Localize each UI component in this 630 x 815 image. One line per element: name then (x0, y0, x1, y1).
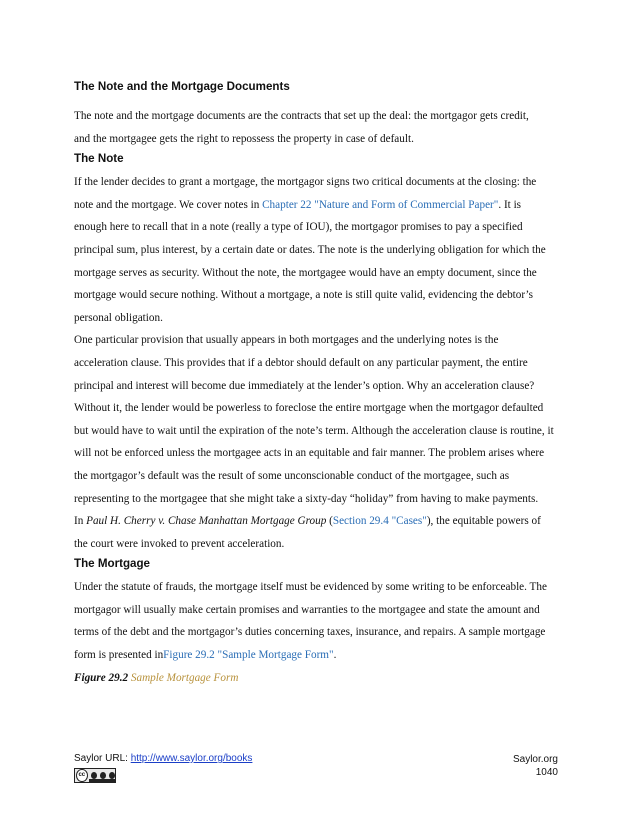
footer-url-label: Saylor URL: (74, 753, 131, 764)
footer-site-block (513, 753, 558, 779)
note-p3-in: In (74, 515, 87, 528)
nc-icon (100, 772, 106, 779)
cc-icon: cc (76, 769, 88, 782)
note-paragraph-1 (74, 171, 554, 329)
note-p1-text-b: . It is enough here to recall that in a note (really a type of IOU), the mortgagor promises to pay a specified principal sum, plus interest, by a certain date or dates. The note is the underlying obligation for which the mortgage serves as security. Without the note, the mortgagee would have an empty document, since the mortgage would secure nothing. Without a mortgage, a note is still quite valid, evidencing the debtor’s personal obligation. (74, 198, 546, 324)
note-p1-text-a: If the lender decides to grant a mortgage, the mortgagor signs two critical documents at the closing: the note and the mortgage. We cover notes in (74, 176, 537, 211)
figure-label: Figure 29.2 (74, 671, 129, 684)
footer-url (74, 753, 252, 764)
intro-line-1: The note and the mortgage documents are the contracts that set up the deal: the mortgagor gets credit, (74, 110, 529, 122)
saylor-books-link[interactable]: http://www.saylor.org/books (130, 753, 253, 764)
note-paragraph-3 (74, 510, 554, 555)
page-number: 1040 (535, 767, 558, 778)
sa-icon (109, 772, 115, 779)
note-paragraph-2: One particular provision that usually appears in both mortgages and the underlying notes is the acceleration clause. This provides that if a debtor should default on any particular payment, the entire principal and interest will become due immediately at the lender’s option. Why an acceleration clause? Without it, the lender would be powerless to foreclose the entire mortgage when the mortgagor defaulted but would have to wait until the expiration of the note’s term. Although the acceleration clause is routine, it will not be enforced unless the mortgagee acts in an equitable and fair manner. The problem arises where the mortgagor’s default was the result of some unconscionable conduct of the mortgagee, such as representing to the mortgagee that she might take a sixty-day “holiday” from having to make payments. (74, 334, 554, 505)
note-heading: The Note (74, 152, 124, 166)
figure-caption (74, 667, 554, 690)
note-p3-close: ), the equitable powers of the court were invoked to prevent acceleration. (74, 515, 541, 550)
case-name: Paul H. Cherry v. Chase Manhattan Mortgage Group (86, 515, 327, 528)
mortgage-heading: The Mortgage (74, 557, 151, 571)
section-29-4-link[interactable]: Section 29.4 "Cases" (332, 515, 427, 528)
chapter-22-link[interactable]: Chapter 22 "Nature and Form of Commercial Paper" (262, 198, 499, 211)
note-p3-open: ( (326, 515, 333, 528)
figure-29-2-link[interactable]: Figure 29.2 "Sample Mortgage Form" (163, 649, 334, 662)
intro-line-2: and the mortgagee gets the right to repossess the property in case of default. (74, 132, 414, 145)
page-body (74, 80, 554, 689)
mortgage-paragraph-1 (74, 576, 554, 666)
footer-site: Saylor.org (512, 754, 558, 765)
mortgage-p1-text-a: Under the statute of frauds, the mortgage itself must be evidenced by some writing to be enforceable. The mortgagor will usually make certain promises and warranties to the mortgagee and state the amount and terms of the debt and the mortgagor’s duties concerning taxes, insurance, and repairs. A sample mortgage form is presented in (74, 581, 547, 662)
by-icon (91, 772, 97, 779)
section-heading: The Note and the Mortgage Documents (74, 80, 290, 93)
creative-commons-license-icon (74, 768, 116, 783)
figure-title: Sample Mortgage Form (130, 671, 239, 684)
mortgage-p1-text-b: . (333, 649, 337, 662)
